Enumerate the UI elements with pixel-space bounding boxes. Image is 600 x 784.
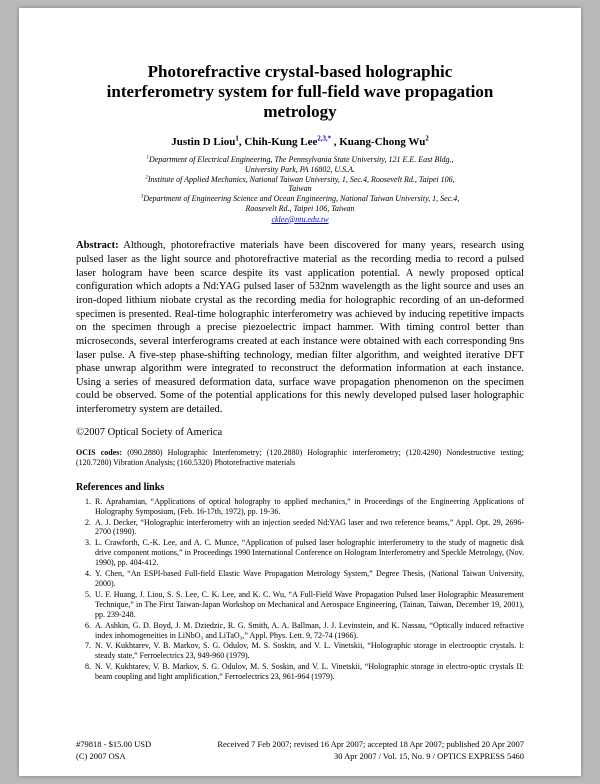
reference-item: 1. R. Aprahamian, “Applications of optical holography to applied mechanics,” in Proceedings of the Engineering Applications of Holography Symposium, (Feb. 16-17th, 1972), pp. 19-36. [93,497,524,517]
reference-item: 4. Y. Chen, “An ESPI-based Full-field Elastic Wave Propagation Metrology System,” Degree Thesis, (National Taiwan University, 2000). [93,569,524,589]
ocis-codes [76,448,524,468]
author-name: Justin D Liou [171,136,236,149]
author-superscript: 2,3,* [317,135,331,143]
affiliation-superscript: 1 [146,155,149,161]
references-heading: References and links [76,481,165,493]
reference-item: 7. N. V. Kukhtarev, V. B. Markov, S. G. Odulov, M. S. Soskin, and V. L. Vinetskii, “Holographic storage in electrooptic crystals. I: steady state,” Ferroelectrics 23, 949-960 (1979). [93,641,524,661]
reference-item: 6. A. Ashkin, G. D. Boyd, J. M. Dziedzic, R. G. Smith, A. A. Ballman, J. J. Levinstein, and K. Nassau, “Optically induced refractive index inhomogeneities in LiNbO₃ and LiTaO₃,” Appl. Phys. Lett. 9, 72-74 (1966). [93,621,524,641]
reference-item: 8. N. V. Kukhtarev, V. B. Markov, S. G. Odulov, M. S. Soskin, and V. L. Vinetskii, “Holographic storage in electro-optic crystals II: beam coupling and light amplification,” Ferroelectrics 23, 961-964 (1979). [93,662,524,682]
footer-row-bottom [76,751,524,762]
reference-item: 2. A. J. Decker, “Holographic interferometry with an injection seeded Nd:YAG laser and two reference beams,” Appl. Opt. 29, 2696-2700 (1990). [93,518,524,538]
author-line [76,136,524,148]
author-superscript: 2 [425,135,429,143]
author-superscript: 1 [235,135,239,143]
ocis-label: OCIS codes: [76,447,123,457]
email-link[interactable]: cklee@ntu.edu.tw [271,214,329,224]
affiliations-block [76,155,524,224]
paper-title: Photorefractive crystal-based holographic interferometry system for full-field wave propagation metrology [106,62,494,122]
ocis-text: (090.2880) Holographic Interferometry; (120.2880) Holographic interferometry; (120.4290) Nondestructive testing; (120.7280) Vibration Analysis; (160.5320) Photorefractive materials [76,447,525,467]
abstract-label: Abstract: [76,240,119,252]
copyright-line: ©2007 Optical Society of America [76,426,223,438]
references-list [76,497,524,683]
manuscript-id: #79818 - $15.00 USD [76,739,152,750]
reference-item: 5. U. F. Huang, J. Liou, S. S. Lee, C. K. Lee, and K. C. Wu, “A Full-Field Wave Propagation Pulsed laser Holographic Measurement Technique,” in The First Taiwan-Japan Workshop on Mechanical and Aerospace Engineering, (Tainan, Taiwan, December 19, 2001), pp. 239-248. [93,590,524,620]
abstract-text: Although, photorefractive materials have been discovered for many years, research using pulsed laser as the light source and photorefractive material as the recording media to record a pulsed laser hologram have been scarce despite its vast application potential. A newly proposed optical configuration which adopts a Nd:YAG pulsed laser of 532nm wavelength as the light source and uses an iron-doped lithium niobate crystal as the recording media for holographic recording of an un-deformed specimen is presented. Real-time holographic interferometry was achieved by inducing repetitive impacts on the specimen through a precise piezoelectric impact hammer. With timing control better than microseconds, several interferograms created at each instance were obtained with each corresponding 9ns laser pulse. A five-step phase-shifting technology, median filter algorithm, and weighted iterative DFT phase unwrap algorithm were integrated to reconstruct the deformation information at each instance. Using a series of measured deformation data, surface wave propagation phenomenon on the specimen could be observed. Some of the potential applications for this newly developed pulsed laser holographic interferometry system are detailed. [76,240,524,416]
author-name: , Chih-Kung Lee [238,136,318,149]
affiliation-text: Department of Engineering Science and Ocean Engineering, National Taiwan University, 1, Sec.4, Roosevelt Rd., Taipei 106, Taiwan [143,194,460,213]
affiliation-line [135,194,465,214]
affiliation-superscript: 2 [145,174,148,180]
author-name: , Kuang-Chong Wu [331,136,426,149]
reference-item: 3. L. Crawforth, C.-K. Lee, and A. C. Munce, “Application of pulsed laser holographic interferometry to the study of magnetic disk drive component motions,” in Proceedings 1990 International Conference on Hologram Interferometry and Speckle Metrology, (Nov. 1990), pp. 404-412. [93,538,524,568]
footer-row-top [76,739,524,750]
affiliation-text: Department of Electrical Engineering, The Pennsylvania State University, 121 E.E. East Bldg., University Park, PA 16802, U.S.A. [148,155,454,174]
abstract-paragraph [76,239,524,416]
affiliation-line [135,155,465,175]
page-footer [76,739,524,762]
affiliation-text: Institute of Applied Mechanics, National Taiwan University, 1, Sec.4, Roosevelt Rd., Taipei 106, Taiwan [147,174,455,194]
journal-citation: 30 Apr 2007 / Vol. 15, No. 9 / OPTICS EXPRESS 5460 [333,750,524,761]
affiliation-superscript: 3 [140,194,144,200]
affiliation-line [135,175,465,195]
paper-page [19,8,581,776]
publisher-copyright: (C) 2007 OSA [76,750,126,761]
received-dates: Received 7 Feb 2007; revised 16 Apr 2007; accepted 18 Apr 2007; published 20 Apr 2007 [217,739,524,750]
email-line [76,215,524,225]
pdf-viewport [0,8,600,784]
